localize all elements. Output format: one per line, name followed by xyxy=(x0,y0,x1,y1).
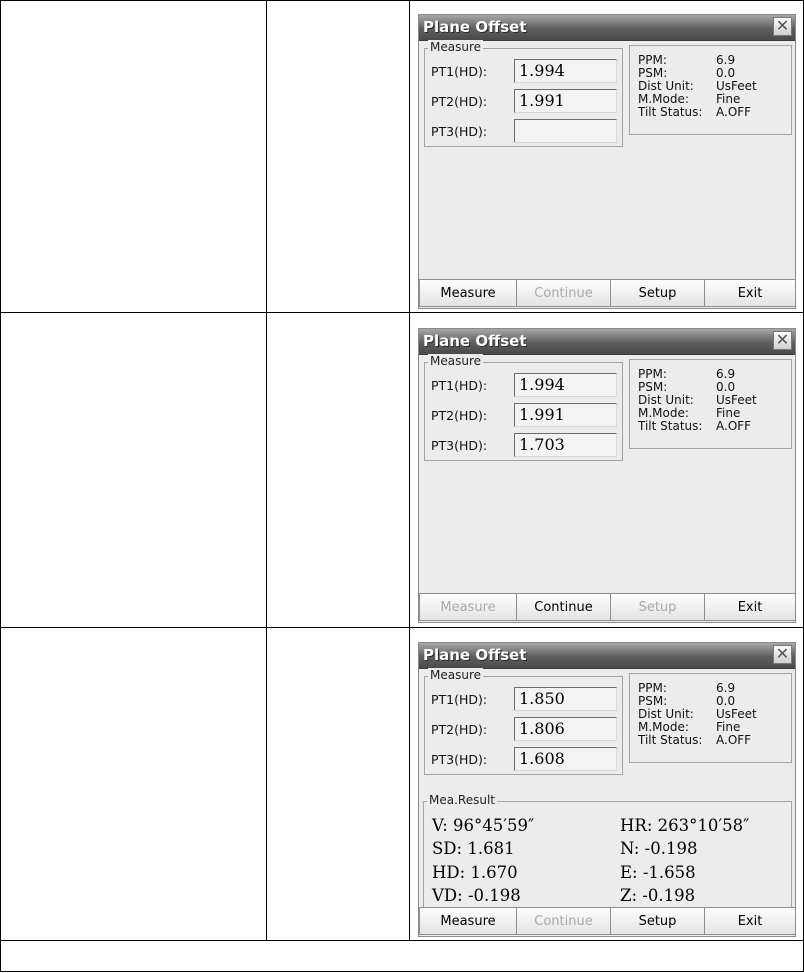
result-value: V: 96°45′59″ xyxy=(432,816,535,835)
measure-group xyxy=(424,354,623,461)
exit-button[interactable]: Exit xyxy=(704,907,796,935)
dialog-title: Plane Offset xyxy=(423,646,527,664)
setup-button[interactable]: Setup xyxy=(610,279,705,307)
status-info-label: M.Mode: xyxy=(638,92,689,106)
close-button[interactable] xyxy=(773,331,792,350)
measure-button[interactable]: Measure xyxy=(419,593,517,621)
point-value: 1.703 xyxy=(519,435,565,454)
measure-group-label: Measure xyxy=(430,354,481,368)
plane-offset-dialog xyxy=(418,328,796,623)
point-value-field[interactable] xyxy=(514,687,617,711)
point-value-field[interactable] xyxy=(514,433,617,457)
status-info-label: PPM: xyxy=(638,367,667,381)
status-info-label: Tilt Status: xyxy=(638,733,703,747)
status-info-value: 6.9 xyxy=(716,681,736,695)
status-info-label: M.Mode: xyxy=(638,720,689,734)
point-value-field[interactable] xyxy=(514,89,617,113)
plane-offset-dialog xyxy=(418,642,796,937)
measure-button[interactable]: Measure xyxy=(419,907,517,935)
status-info-value: UsFeet xyxy=(716,393,757,407)
result-value: HD: 1.670 xyxy=(432,863,518,882)
point-value-field[interactable] xyxy=(514,59,617,83)
point-value: 1.994 xyxy=(519,375,565,394)
close-button[interactable] xyxy=(773,17,792,36)
table-column-divider xyxy=(409,0,410,940)
table-row-divider xyxy=(0,312,804,313)
status-info-value: Fine xyxy=(716,720,741,734)
status-info-value: 0.0 xyxy=(716,66,736,80)
exit-button[interactable]: Exit xyxy=(704,593,796,621)
title-bar xyxy=(419,643,795,669)
status-info-label: M.Mode: xyxy=(638,406,689,420)
continue-button[interactable]: Continue xyxy=(516,593,611,621)
status-info-value: Fine xyxy=(716,406,741,420)
title-bar xyxy=(419,329,795,355)
status-info-value: 6.9 xyxy=(716,367,736,381)
measure-group xyxy=(424,40,623,147)
point-label: PT3(HD): xyxy=(431,124,488,139)
measure-group-label: Measure xyxy=(430,40,481,54)
button-bar xyxy=(419,593,795,622)
point-label: PT3(HD): xyxy=(431,752,488,767)
continue-button[interactable]: Continue xyxy=(516,907,611,935)
title-bar xyxy=(419,15,795,41)
status-info-value: A.OFF xyxy=(716,419,752,433)
point-label: PT2(HD): xyxy=(431,408,488,423)
button-bar xyxy=(419,907,795,936)
status-info-label: Tilt Status: xyxy=(638,419,703,433)
close-icon: ✕ xyxy=(775,16,790,35)
result-group xyxy=(423,793,792,910)
status-info-value: 0.0 xyxy=(716,380,736,394)
setup-button[interactable]: Setup xyxy=(610,593,705,621)
point-label: PT1(HD): xyxy=(431,378,488,393)
result-value: Z: -0.198 xyxy=(620,886,696,905)
result-value: N: -0.198 xyxy=(620,839,698,858)
table-column-divider xyxy=(266,0,267,940)
result-value: SD: 1.681 xyxy=(432,839,515,858)
status-info-label: PPM: xyxy=(638,53,667,67)
status-info-panel xyxy=(629,359,792,449)
point-value: 1.608 xyxy=(519,749,565,768)
status-info-label: PSM: xyxy=(638,66,668,80)
point-value-field[interactable] xyxy=(514,717,617,741)
status-info-label: Dist Unit: xyxy=(638,393,694,407)
button-bar xyxy=(419,279,795,308)
point-label: PT2(HD): xyxy=(431,722,488,737)
measure-button[interactable]: Measure xyxy=(419,279,517,307)
status-info-label: PSM: xyxy=(638,694,668,708)
point-label: PT1(HD): xyxy=(431,692,488,707)
continue-button[interactable]: Continue xyxy=(516,279,611,307)
point-value: 1.991 xyxy=(519,91,565,110)
result-value: E: -1.658 xyxy=(620,863,696,882)
point-value: 1.991 xyxy=(519,405,565,424)
close-icon: ✕ xyxy=(775,330,790,349)
measure-group xyxy=(424,668,623,775)
status-info-label: Tilt Status: xyxy=(638,105,703,119)
dialog-title: Plane Offset xyxy=(423,332,527,350)
close-icon: ✕ xyxy=(775,644,790,663)
exit-button[interactable]: Exit xyxy=(704,279,796,307)
plane-offset-dialog xyxy=(418,14,796,309)
status-info-panel xyxy=(629,673,792,763)
measure-group-label: Measure xyxy=(430,668,481,682)
status-info-label: Dist Unit: xyxy=(638,79,694,93)
point-value-field[interactable] xyxy=(514,373,617,397)
status-info-label: Dist Unit: xyxy=(638,707,694,721)
point-value-field[interactable] xyxy=(514,119,617,143)
point-value-field[interactable] xyxy=(514,403,617,427)
point-value: 1.850 xyxy=(519,689,565,708)
close-button[interactable] xyxy=(773,645,792,664)
status-info-label: PSM: xyxy=(638,380,668,394)
table-row-divider xyxy=(0,940,804,941)
table-row-divider xyxy=(0,627,804,628)
dialog-title: Plane Offset xyxy=(423,18,527,36)
point-value: 1.994 xyxy=(519,61,565,80)
status-info-value: UsFeet xyxy=(716,79,757,93)
result-value: VD: -0.198 xyxy=(432,886,521,905)
status-info-label: PPM: xyxy=(638,681,667,695)
status-info-value: UsFeet xyxy=(716,707,757,721)
result-value: HR: 263°10′58″ xyxy=(620,816,750,835)
status-info-panel xyxy=(629,45,792,135)
table-border-left xyxy=(0,0,1,972)
status-info-value: A.OFF xyxy=(716,733,752,747)
table-border-top xyxy=(0,0,804,1)
point-value-field[interactable] xyxy=(514,747,617,771)
status-info-value: Fine xyxy=(716,92,741,106)
status-info-value: A.OFF xyxy=(716,105,752,119)
point-value: 1.806 xyxy=(519,719,565,738)
status-info-value: 0.0 xyxy=(716,694,736,708)
status-info-value: 6.9 xyxy=(716,53,736,67)
point-label: PT1(HD): xyxy=(431,64,488,79)
setup-button[interactable]: Setup xyxy=(610,907,705,935)
point-label: PT3(HD): xyxy=(431,438,488,453)
table-border-bottom xyxy=(0,971,804,972)
result-group-label: Mea.Result xyxy=(429,793,495,807)
point-label: PT2(HD): xyxy=(431,94,488,109)
